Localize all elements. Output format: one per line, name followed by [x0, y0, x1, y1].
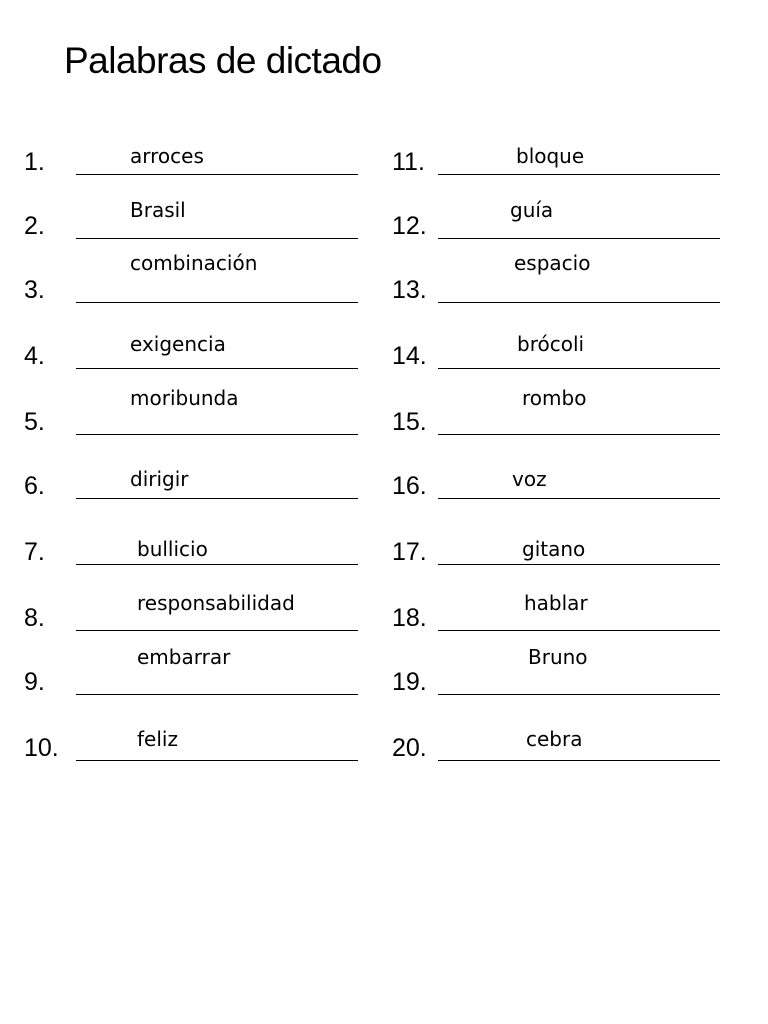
- item-number: 19.: [392, 668, 427, 696]
- dictation-word: embarrar: [137, 645, 231, 669]
- dictation-word: rombo: [522, 386, 587, 410]
- dictation-word: combinación: [130, 251, 258, 275]
- dictation-word: hablar: [524, 591, 588, 615]
- answer-line: [76, 497, 358, 499]
- item-number: 17.: [392, 538, 427, 566]
- answer-line: [438, 629, 720, 631]
- item-number: 6.: [24, 472, 45, 500]
- page-title: Palabras de dictado: [64, 40, 382, 81]
- dictation-word: exigencia: [130, 332, 226, 356]
- answer-line: [438, 563, 720, 565]
- answer-line: [76, 693, 358, 695]
- item-number: 14.: [392, 342, 427, 370]
- item-number: 4.: [24, 342, 45, 370]
- item-number: 3.: [24, 276, 45, 304]
- dictation-word: voz: [512, 467, 547, 491]
- answer-line: [438, 237, 720, 239]
- answer-line: [438, 497, 720, 499]
- item-number: 16.: [392, 472, 427, 500]
- item-number: 12.: [392, 212, 427, 240]
- dictation-word: Brasil: [130, 198, 186, 222]
- dictation-word: dirigir: [130, 467, 189, 491]
- answer-line: [438, 301, 720, 303]
- answer-line: [76, 433, 358, 435]
- dictation-word: moribunda: [130, 386, 239, 410]
- answer-line: [76, 563, 358, 565]
- dictation-word: brócoli: [517, 332, 585, 356]
- dictation-word: bloque: [516, 144, 585, 168]
- answer-line: [76, 759, 358, 761]
- dictation-word: responsabilidad: [137, 591, 295, 615]
- dictation-word: feliz: [137, 727, 178, 751]
- answer-line: [76, 629, 358, 631]
- item-number: 2.: [24, 212, 45, 240]
- answer-line: [438, 759, 720, 761]
- dictation-word: gitano: [522, 537, 586, 561]
- item-number: 15.: [392, 408, 427, 436]
- item-number: 18.: [392, 604, 427, 632]
- dictation-word: bullicio: [137, 537, 208, 561]
- answer-line: [438, 173, 720, 175]
- dictation-word: Bruno: [528, 645, 588, 669]
- item-number: 13.: [392, 276, 427, 304]
- dictation-word: arroces: [130, 144, 204, 168]
- item-number: 8.: [24, 604, 45, 632]
- answer-line: [76, 237, 358, 239]
- answer-line: [76, 173, 358, 175]
- answer-line: [438, 367, 720, 369]
- answer-line: [76, 301, 358, 303]
- dictation-word: cebra: [526, 727, 583, 751]
- item-number: 5.: [24, 408, 45, 436]
- item-number: 20.: [392, 734, 427, 762]
- answer-line: [438, 433, 720, 435]
- dictation-word: espacio: [514, 251, 591, 275]
- answer-line: [76, 367, 358, 369]
- item-number: 11.: [392, 148, 425, 176]
- item-number: 1.: [24, 148, 45, 176]
- dictation-word: guía: [510, 198, 554, 222]
- item-number: 10.: [24, 734, 59, 762]
- item-number: 9.: [24, 668, 45, 696]
- item-number: 7.: [24, 538, 45, 566]
- answer-line: [438, 693, 720, 695]
